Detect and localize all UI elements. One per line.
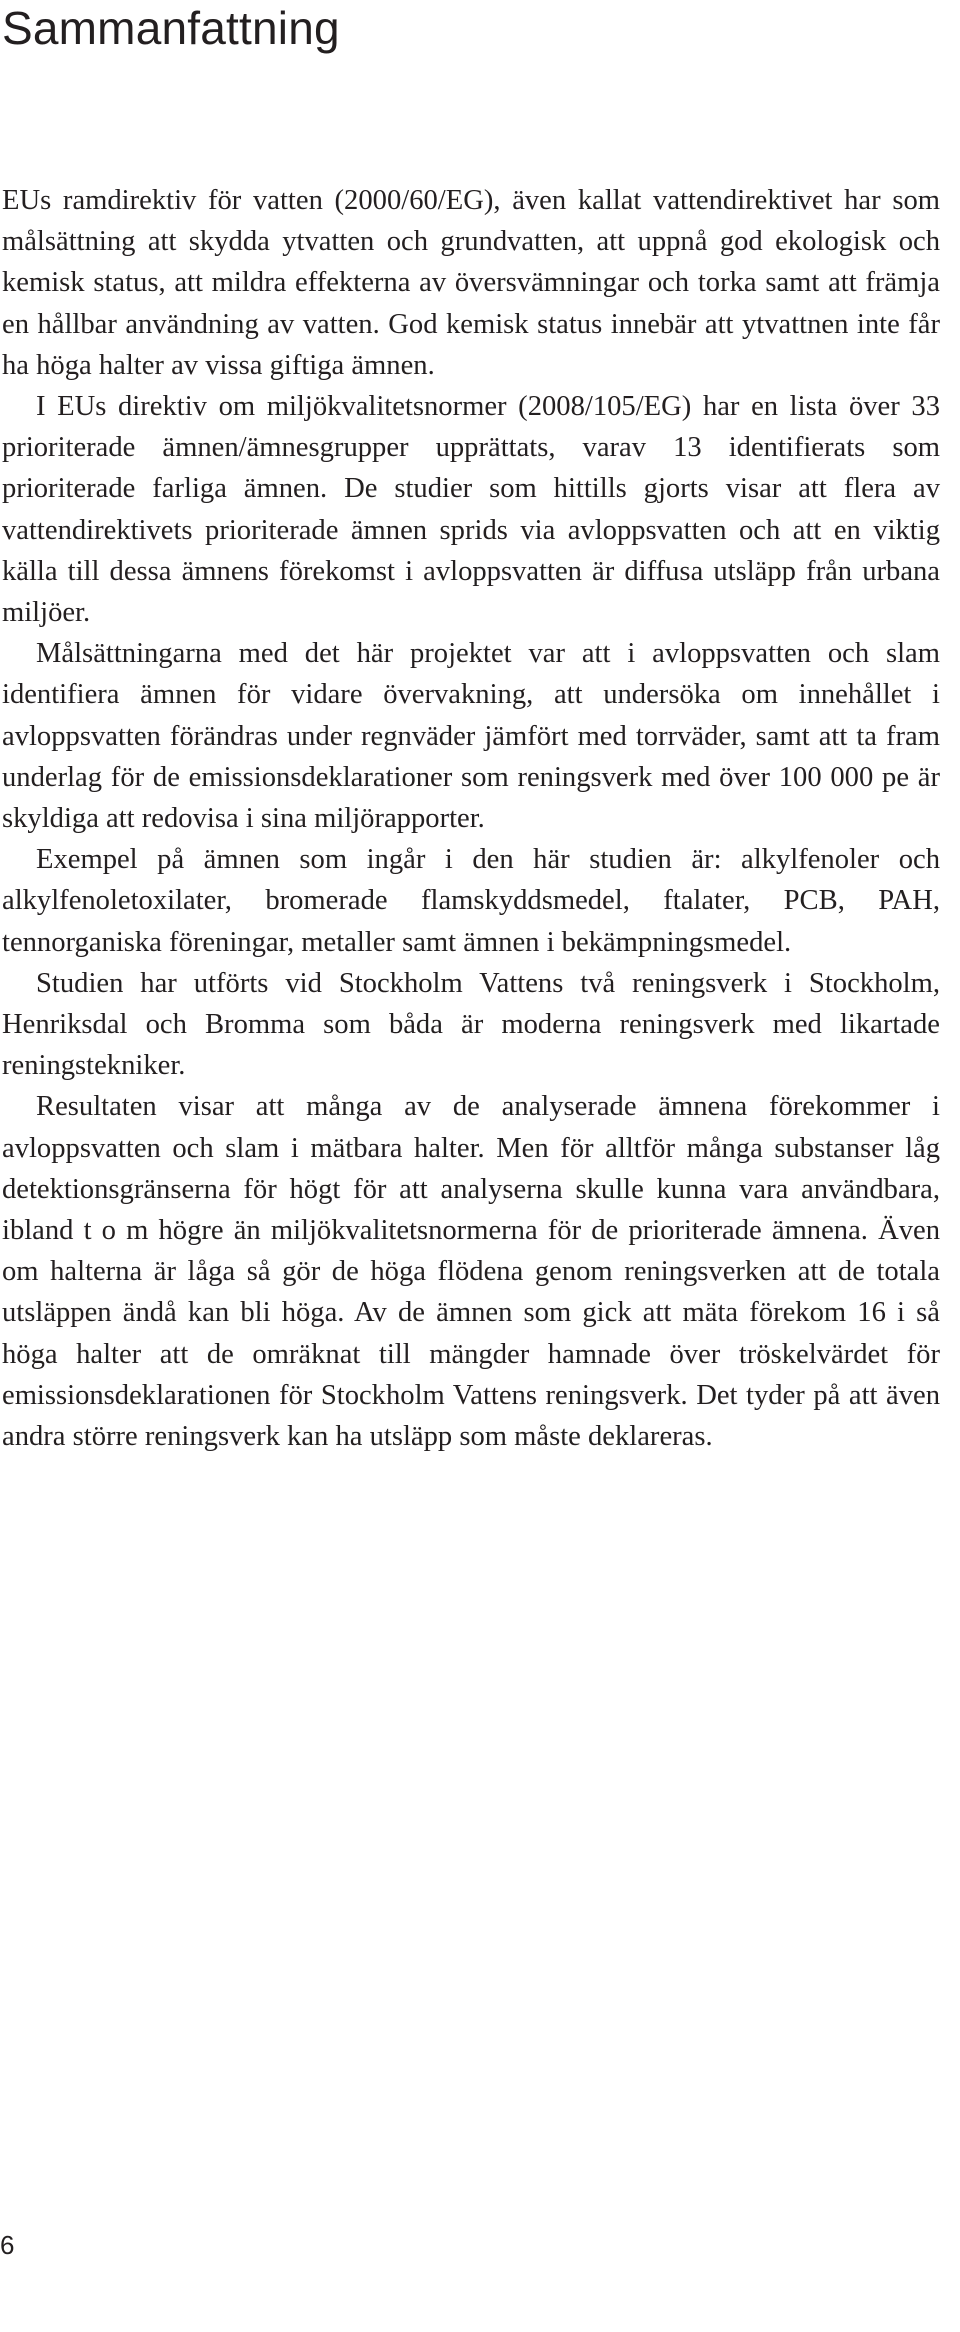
- paragraph-1: EUs ramdirektiv för vatten (2000/60/EG), även kallat vattendirektivet har som målsättning att skydda ytvatten och grundvatten, att uppnå god ekologisk och kemisk status, att mildra effekterna av översvämningar och torka samt att främja en hållbar användning av vatten. God kemisk status innebär att ytvattnen inte får ha höga halter av vissa giftiga ämnen.: [2, 185, 940, 381]
- page-title: Sammanfattning: [2, 2, 340, 54]
- summary-body: [2, 180, 940, 1457]
- paragraph-6: Resultaten visar att många av de analyserade ämnena förekommer i avloppsvatten och slam i mätbara halter. Men för alltför många substanser låg detektionsgränserna för högt för att analyserna skulle kunna vara användbara, ibland t o m högre än miljökvalitetsnormerna för de prioriterade ämnena. Även om halterna är låga så gör de höga flödena genom reningsverken att de totala utsläppen ändå kan bli höga. Av de ämnen som gick att mäta förekom 16 i så höga halter att de omräknat till mängder hamnade över tröskelvärdet för emissionsdeklarationen för Stockholm Vattens reningsverk. Det tyder på att även andra större reningsverk kan ha utsläpp som måste deklareras.: [2, 1091, 940, 1453]
- paragraph-4: Exempel på ämnen som ingår i den här studien är: alkylfenoler och alkylfenoletoxilater, bromerade flamskyddsmedel, ftalater, PCB, PAH, tennorganiska föreningar, metaller samt ämnen i bekämpningsmedel.: [2, 844, 940, 958]
- paragraph-3: Målsättningarna med det här projektet var att i avloppsvatten och slam identifiera ämnen för vidare övervakning, att undersöka om innehållet i avloppsvatten förändras under regnväder jämfört med torrväder, samt att ta fram underlag för de emissionsdeklarationer som reningsverk med över 100 000 pe är skyldiga att redovisa i sina miljörapporter.: [2, 638, 940, 835]
- paragraph-5: Studien har utförts vid Stockholm Vattens två reningsverk i Stockholm, Henriksdal och Bromma som båda är moderna reningsverk med likartade reningstekniker.: [2, 967, 940, 1082]
- paragraph-2: I EUs direktiv om miljökvalitetsnormer (2008/105/EG) har en lista över 33 prioriterade ämnen/ämnesgrupper upprättats, varav 13 identifierats som prioriterade farliga ämnen. De studier som hittills gjorts visar att flera av vattendirektivets prioriterade ämnen sprids via avloppsvatten och att en viktig källa till dessa ämnens förekomst i avloppsvatten är diffusa utsläpp från urbana miljöer.: [2, 391, 940, 629]
- page-number: 6: [0, 2230, 15, 2260]
